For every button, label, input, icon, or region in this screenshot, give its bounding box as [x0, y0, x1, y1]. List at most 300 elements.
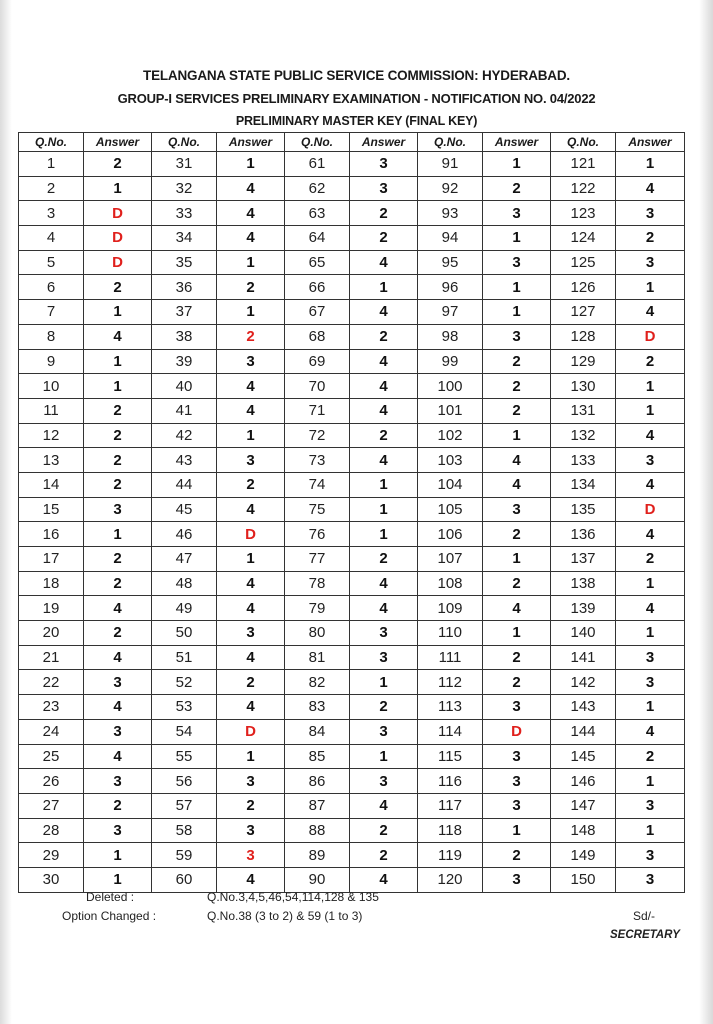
answer-cell: D	[217, 719, 285, 744]
table-row	[19, 275, 685, 300]
question-number-cell: 142	[551, 670, 616, 695]
column-header-qno: Q.No.	[19, 133, 84, 152]
answer-cell: 4	[350, 596, 418, 621]
answer-cell: 3	[217, 818, 285, 843]
question-number-cell: 60	[152, 867, 217, 892]
answer-cell: 2	[350, 547, 418, 572]
question-number-cell: 105	[418, 497, 483, 522]
question-number-cell: 131	[551, 398, 616, 423]
question-number-cell: 127	[551, 300, 616, 325]
answer-cell: 2	[350, 324, 418, 349]
table-row	[19, 621, 685, 646]
answer-cell: 4	[350, 300, 418, 325]
question-number-cell: 30	[19, 867, 84, 892]
answer-cell: 4	[217, 695, 285, 720]
answer-cell: 1	[84, 300, 152, 325]
question-number-cell: 114	[418, 719, 483, 744]
question-number-cell: 70	[285, 374, 350, 399]
question-number-cell: 134	[551, 472, 616, 497]
answer-cell: 2	[84, 448, 152, 473]
question-number-cell: 53	[152, 695, 217, 720]
question-number-cell: 34	[152, 226, 217, 251]
question-number-cell: 26	[19, 769, 84, 794]
answer-cell: 2	[616, 226, 685, 251]
question-number-cell: 129	[551, 349, 616, 374]
header-commission-title: TELANGANA STATE PUBLIC SERVICE COMMISSION: HYDERABAD.	[143, 68, 570, 83]
answer-cell: 4	[350, 571, 418, 596]
answer-cell: 4	[350, 793, 418, 818]
answer-cell: 4	[616, 596, 685, 621]
question-number-cell: 92	[418, 176, 483, 201]
table-row	[19, 793, 685, 818]
question-number-cell: 2	[19, 176, 84, 201]
answer-cell: 4	[217, 201, 285, 226]
question-number-cell: 61	[285, 152, 350, 177]
answer-cell: 1	[616, 398, 685, 423]
answer-cell: 4	[483, 472, 551, 497]
answer-cell: 3	[217, 769, 285, 794]
answer-cell: 2	[483, 670, 551, 695]
answer-cell: 3	[84, 497, 152, 522]
question-number-cell: 62	[285, 176, 350, 201]
answer-cell: 4	[350, 867, 418, 892]
answer-cell: 3	[483, 250, 551, 275]
question-number-cell: 82	[285, 670, 350, 695]
question-number-cell: 14	[19, 472, 84, 497]
question-number-cell: 141	[551, 645, 616, 670]
answer-cell: 1	[616, 571, 685, 596]
answer-cell: 2	[217, 472, 285, 497]
answer-cell: 2	[84, 547, 152, 572]
answer-cell: 4	[217, 497, 285, 522]
question-number-cell: 136	[551, 522, 616, 547]
answer-cell: 1	[483, 818, 551, 843]
question-number-cell: 49	[152, 596, 217, 621]
question-number-cell: 19	[19, 596, 84, 621]
question-number-cell: 130	[551, 374, 616, 399]
table-row	[19, 497, 685, 522]
answer-cell: D	[616, 324, 685, 349]
question-number-cell: 46	[152, 522, 217, 547]
answer-cell: 2	[350, 843, 418, 868]
question-number-cell: 22	[19, 670, 84, 695]
answer-cell: 4	[84, 645, 152, 670]
answer-cell: 4	[350, 374, 418, 399]
question-number-cell: 144	[551, 719, 616, 744]
question-number-cell: 146	[551, 769, 616, 794]
answer-cell: 1	[84, 374, 152, 399]
column-header-answer: Answer	[483, 133, 551, 152]
answer-cell: 3	[217, 349, 285, 374]
question-number-cell: 83	[285, 695, 350, 720]
column-header-answer: Answer	[350, 133, 418, 152]
column-header-answer: Answer	[616, 133, 685, 152]
question-number-cell: 7	[19, 300, 84, 325]
answer-cell: 1	[84, 843, 152, 868]
answer-cell: 1	[483, 621, 551, 646]
answer-cell: 2	[616, 349, 685, 374]
question-number-cell: 93	[418, 201, 483, 226]
answer-cell: 2	[483, 349, 551, 374]
answer-cell: 3	[483, 324, 551, 349]
question-number-cell: 126	[551, 275, 616, 300]
question-number-cell: 13	[19, 448, 84, 473]
question-number-cell: 79	[285, 596, 350, 621]
answer-cell: 2	[350, 226, 418, 251]
table-row	[19, 300, 685, 325]
answer-cell: D	[84, 250, 152, 275]
question-number-cell: 51	[152, 645, 217, 670]
table-row	[19, 349, 685, 374]
question-number-cell: 121	[551, 152, 616, 177]
table-row	[19, 472, 685, 497]
question-number-cell: 123	[551, 201, 616, 226]
answer-cell: 3	[483, 744, 551, 769]
column-header-answer: Answer	[84, 133, 152, 152]
answer-cell: 1	[217, 744, 285, 769]
answer-cell: 2	[84, 152, 152, 177]
table-header-row	[19, 133, 685, 152]
answer-cell: 3	[616, 843, 685, 868]
answer-cell: 1	[350, 670, 418, 695]
answer-cell: 1	[350, 522, 418, 547]
answer-cell: 3	[483, 867, 551, 892]
question-number-cell: 147	[551, 793, 616, 818]
question-number-cell: 117	[418, 793, 483, 818]
question-number-cell: 75	[285, 497, 350, 522]
question-number-cell: 31	[152, 152, 217, 177]
answer-cell: 3	[84, 769, 152, 794]
answer-cell: 2	[84, 472, 152, 497]
answer-cell: D	[217, 522, 285, 547]
question-number-cell: 137	[551, 547, 616, 572]
answer-cell: 3	[350, 769, 418, 794]
question-number-cell: 35	[152, 250, 217, 275]
question-number-cell: 12	[19, 423, 84, 448]
answer-cell: 2	[84, 275, 152, 300]
question-number-cell: 120	[418, 867, 483, 892]
question-number-cell: 149	[551, 843, 616, 868]
question-number-cell: 73	[285, 448, 350, 473]
question-number-cell: 115	[418, 744, 483, 769]
table-row	[19, 719, 685, 744]
question-number-cell: 80	[285, 621, 350, 646]
question-number-cell: 108	[418, 571, 483, 596]
answer-cell: 4	[350, 349, 418, 374]
deleted-label: Deleted :	[86, 890, 135, 904]
table-row	[19, 547, 685, 572]
question-number-cell: 65	[285, 250, 350, 275]
answer-cell: 2	[350, 818, 418, 843]
answer-cell: 1	[483, 152, 551, 177]
deleted-questions: Q.No.3,4,5,46,54,114,128 & 135	[207, 890, 379, 904]
question-number-cell: 21	[19, 645, 84, 670]
answer-cell: D	[84, 226, 152, 251]
answer-cell: 1	[616, 818, 685, 843]
question-number-cell: 138	[551, 571, 616, 596]
answer-cell: 3	[350, 152, 418, 177]
question-number-cell: 119	[418, 843, 483, 868]
answer-cell: 2	[483, 571, 551, 596]
answer-cell: 4	[217, 176, 285, 201]
question-number-cell: 104	[418, 472, 483, 497]
answer-cell: 2	[84, 423, 152, 448]
page-edge-shadow-right	[699, 0, 713, 1024]
question-number-cell: 50	[152, 621, 217, 646]
signature-sd: Sd/-	[633, 909, 656, 923]
answer-cell: 3	[483, 497, 551, 522]
question-number-cell: 28	[19, 818, 84, 843]
question-number-cell: 72	[285, 423, 350, 448]
answer-cell: 4	[84, 596, 152, 621]
column-header-qno: Q.No.	[418, 133, 483, 152]
answer-cell: 3	[350, 645, 418, 670]
answer-cell: 4	[217, 226, 285, 251]
question-number-cell: 128	[551, 324, 616, 349]
answer-cell: 2	[217, 793, 285, 818]
table-row	[19, 226, 685, 251]
answer-cell: D	[616, 497, 685, 522]
answer-cell: 4	[217, 867, 285, 892]
answer-cell: 2	[350, 423, 418, 448]
answer-cell: 3	[616, 670, 685, 695]
answer-cell: 4	[616, 719, 685, 744]
question-number-cell: 58	[152, 818, 217, 843]
table-row	[19, 201, 685, 226]
question-number-cell: 103	[418, 448, 483, 473]
question-number-cell: 88	[285, 818, 350, 843]
question-number-cell: 109	[418, 596, 483, 621]
answer-cell: 1	[483, 226, 551, 251]
question-number-cell: 95	[418, 250, 483, 275]
answer-cell: 1	[217, 547, 285, 572]
question-number-cell: 4	[19, 226, 84, 251]
answer-cell: 1	[350, 275, 418, 300]
answer-cell: 2	[84, 398, 152, 423]
answer-cell: 4	[616, 472, 685, 497]
answer-cell: 3	[350, 176, 418, 201]
question-number-cell: 150	[551, 867, 616, 892]
question-number-cell: 86	[285, 769, 350, 794]
table-row	[19, 596, 685, 621]
question-number-cell: 16	[19, 522, 84, 547]
question-number-cell: 106	[418, 522, 483, 547]
question-number-cell: 25	[19, 744, 84, 769]
answer-cell: 4	[217, 398, 285, 423]
answer-cell: 2	[217, 324, 285, 349]
question-number-cell: 42	[152, 423, 217, 448]
question-number-cell: 118	[418, 818, 483, 843]
answer-cell: 3	[483, 793, 551, 818]
table-row	[19, 324, 685, 349]
answer-cell: 2	[483, 843, 551, 868]
question-number-cell: 27	[19, 793, 84, 818]
answer-cell: 3	[217, 843, 285, 868]
signature-title: SECRETARY	[610, 929, 680, 941]
question-number-cell: 101	[418, 398, 483, 423]
answer-cell: 1	[84, 349, 152, 374]
option-changed-label: Option Changed :	[62, 909, 157, 923]
table-row	[19, 152, 685, 177]
table-row	[19, 571, 685, 596]
answer-cell: 3	[217, 448, 285, 473]
question-number-cell: 78	[285, 571, 350, 596]
table-row	[19, 818, 685, 843]
answer-cell: 3	[616, 250, 685, 275]
question-number-cell: 87	[285, 793, 350, 818]
answer-cell: 3	[217, 621, 285, 646]
question-number-cell: 64	[285, 226, 350, 251]
question-number-cell: 96	[418, 275, 483, 300]
answer-cell: 4	[350, 250, 418, 275]
question-number-cell: 59	[152, 843, 217, 868]
question-number-cell: 67	[285, 300, 350, 325]
table-row	[19, 374, 685, 399]
question-number-cell: 122	[551, 176, 616, 201]
column-header-answer: Answer	[217, 133, 285, 152]
table-row	[19, 670, 685, 695]
answer-key-table	[18, 132, 685, 893]
question-number-cell: 39	[152, 349, 217, 374]
question-number-cell: 56	[152, 769, 217, 794]
answer-cell: 2	[616, 547, 685, 572]
question-number-cell: 97	[418, 300, 483, 325]
question-number-cell: 40	[152, 374, 217, 399]
table-row	[19, 645, 685, 670]
table-row	[19, 398, 685, 423]
question-number-cell: 24	[19, 719, 84, 744]
answer-cell: 1	[217, 250, 285, 275]
answer-cell: 3	[616, 645, 685, 670]
answer-cell: 3	[616, 867, 685, 892]
question-number-cell: 99	[418, 349, 483, 374]
answer-cell: 4	[616, 423, 685, 448]
question-number-cell: 45	[152, 497, 217, 522]
question-number-cell: 74	[285, 472, 350, 497]
answer-cell: 1	[217, 152, 285, 177]
table-row	[19, 176, 685, 201]
answer-cell: 4	[217, 374, 285, 399]
answer-cell: 1	[616, 275, 685, 300]
question-number-cell: 66	[285, 275, 350, 300]
answer-cell: 3	[84, 670, 152, 695]
answer-cell: 2	[483, 522, 551, 547]
page-edge-shadow-left	[0, 0, 12, 1024]
answer-cell: 3	[350, 719, 418, 744]
answer-cell: 4	[616, 522, 685, 547]
table-row	[19, 867, 685, 892]
question-number-cell: 1	[19, 152, 84, 177]
answer-cell: 1	[616, 621, 685, 646]
answer-cell: 1	[350, 497, 418, 522]
answer-cell: 3	[616, 448, 685, 473]
question-number-cell: 133	[551, 448, 616, 473]
question-number-cell: 38	[152, 324, 217, 349]
question-number-cell: 102	[418, 423, 483, 448]
question-number-cell: 52	[152, 670, 217, 695]
question-number-cell: 32	[152, 176, 217, 201]
question-number-cell: 33	[152, 201, 217, 226]
table-row	[19, 843, 685, 868]
answer-cell: 1	[217, 300, 285, 325]
answer-cell: 1	[217, 423, 285, 448]
question-number-cell: 6	[19, 275, 84, 300]
table-row	[19, 744, 685, 769]
option-changed-questions: Q.No.38 (3 to 2) & 59 (1 to 3)	[207, 909, 363, 923]
answer-cell: 4	[483, 596, 551, 621]
answer-cell: 2	[350, 201, 418, 226]
answer-cell: 2	[217, 670, 285, 695]
column-header-qno: Q.No.	[285, 133, 350, 152]
column-header-qno: Q.No.	[152, 133, 217, 152]
header-exam-title: GROUP-I SERVICES PRELIMINARY EXAMINATION - NOTIFICATION NO. 04/2022	[117, 91, 596, 106]
question-number-cell: 94	[418, 226, 483, 251]
question-number-cell: 29	[19, 843, 84, 868]
answer-cell: 1	[616, 695, 685, 720]
answer-cell: 4	[84, 324, 152, 349]
question-number-cell: 113	[418, 695, 483, 720]
question-number-cell: 76	[285, 522, 350, 547]
answer-cell: 2	[84, 793, 152, 818]
question-number-cell: 68	[285, 324, 350, 349]
answer-key-body	[19, 152, 685, 893]
answer-cell: 4	[350, 448, 418, 473]
question-number-cell: 77	[285, 547, 350, 572]
question-number-cell: 90	[285, 867, 350, 892]
answer-cell: 2	[483, 374, 551, 399]
answer-cell: 2	[84, 621, 152, 646]
answer-cell: 1	[84, 522, 152, 547]
question-number-cell: 11	[19, 398, 84, 423]
question-number-cell: 18	[19, 571, 84, 596]
answer-cell: 1	[483, 275, 551, 300]
table-row	[19, 423, 685, 448]
question-number-cell: 63	[285, 201, 350, 226]
question-number-cell: 107	[418, 547, 483, 572]
answer-cell: 1	[483, 300, 551, 325]
answer-cell: 2	[483, 398, 551, 423]
question-number-cell: 23	[19, 695, 84, 720]
answer-cell: 4	[217, 571, 285, 596]
question-number-cell: 36	[152, 275, 217, 300]
question-number-cell: 44	[152, 472, 217, 497]
answer-cell: 2	[616, 744, 685, 769]
question-number-cell: 140	[551, 621, 616, 646]
question-number-cell: 125	[551, 250, 616, 275]
column-header-qno: Q.No.	[551, 133, 616, 152]
table-row	[19, 769, 685, 794]
question-number-cell: 69	[285, 349, 350, 374]
answer-cell: 4	[350, 398, 418, 423]
question-number-cell: 37	[152, 300, 217, 325]
question-number-cell: 48	[152, 571, 217, 596]
question-number-cell: 111	[418, 645, 483, 670]
question-number-cell: 145	[551, 744, 616, 769]
answer-cell: 3	[616, 201, 685, 226]
question-number-cell: 85	[285, 744, 350, 769]
answer-cell: 2	[483, 645, 551, 670]
question-number-cell: 3	[19, 201, 84, 226]
question-number-cell: 81	[285, 645, 350, 670]
answer-cell: 1	[616, 769, 685, 794]
answer-cell: 1	[483, 547, 551, 572]
question-number-cell: 110	[418, 621, 483, 646]
question-number-cell: 148	[551, 818, 616, 843]
question-number-cell: 143	[551, 695, 616, 720]
question-number-cell: 5	[19, 250, 84, 275]
question-number-cell: 20	[19, 621, 84, 646]
question-number-cell: 71	[285, 398, 350, 423]
